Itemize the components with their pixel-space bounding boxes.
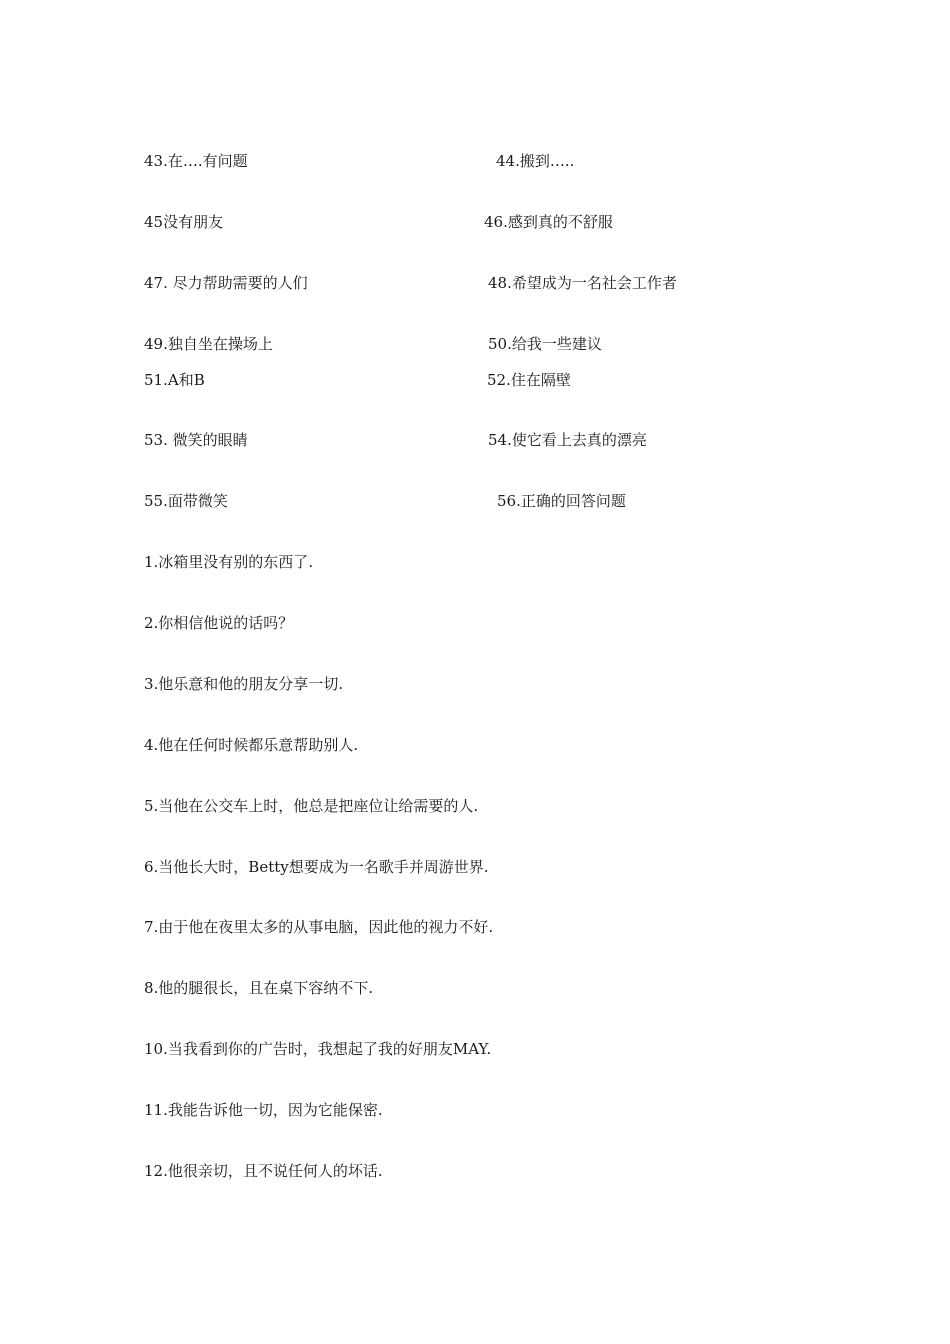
sentence-7: 7.由于他在夜里太多的从事电脑，因此他的视力不好. (144, 918, 494, 936)
phrase-43: 43.在….有问题 (144, 152, 248, 170)
phrase-54: 54.使它看上去真的漂亮 (488, 431, 647, 449)
phrase-48: 48.希望成为一名社会工作者 (488, 274, 677, 292)
sentence-12: 12.他很亲切，且不说任何人的坏话. (144, 1162, 383, 1180)
sentence-1: 1.冰箱里没有别的东西了. (144, 553, 314, 571)
sentence-11: 11.我能告诉他一切，因为它能保密. (144, 1101, 383, 1119)
sentence-8: 8.他的腿很长，且在桌下容纳不下. (144, 979, 374, 997)
phrase-51: 51.A和B (144, 371, 205, 389)
sentence-10: 10.当我看到你的广告时，我想起了我的好朋友MAY. (144, 1040, 492, 1058)
sentence-2: 2.你相信他说的话吗？ (144, 614, 294, 632)
sentence-4: 4.他在任何时候都乐意帮助别人. (144, 736, 359, 754)
phrase-55: 55.面带微笑 (144, 492, 228, 510)
sentence-5: 5.当他在公交车上时，他总是把座位让给需要的人. (144, 797, 479, 815)
phrase-47: 47. 尽力帮助需要的人们 (144, 274, 308, 292)
phrase-53: 53. 微笑的眼睛 (144, 431, 248, 449)
phrase-52: 52.住在隔壁 (487, 371, 571, 389)
phrase-50: 50.给我一些建议 (488, 335, 602, 353)
phrase-44: 44.搬到….. (496, 152, 575, 170)
sentence-3: 3.他乐意和他的朋友分享一切. (144, 675, 344, 693)
phrase-45: 45没有朋友 (144, 213, 224, 231)
sentence-6: 6.当他长大时，Betty想要成为一名歌手并周游世界. (144, 858, 489, 876)
phrase-56: 56.正确的回答问题 (497, 492, 626, 510)
phrase-46: 46.感到真的不舒服 (484, 213, 613, 231)
phrase-49: 49.独自坐在操场上 (144, 335, 273, 353)
